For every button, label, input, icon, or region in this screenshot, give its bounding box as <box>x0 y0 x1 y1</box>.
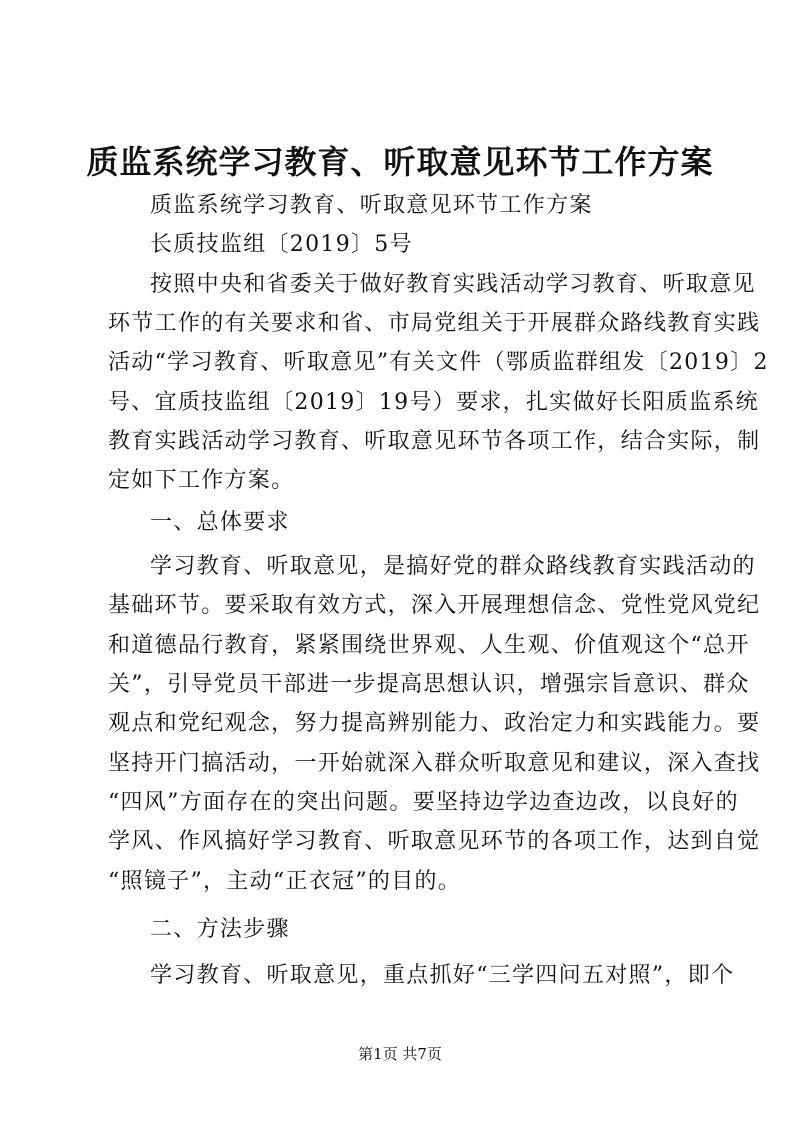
paragraph-line: 关”，引导党员干部进一步提高思想认识，增强宗旨意识、群众 <box>108 672 750 697</box>
subtitle-line: 质监系统学习教育、听取意见环节工作方案 <box>150 193 593 218</box>
paragraph-line: 观点和党纪观念，努力提高辨别能力、政治定力和实践能力。要 <box>108 711 761 736</box>
paragraph-line: 学习教育、听取意见，是搞好党的群众路线教育实践活动的 <box>150 554 756 579</box>
paragraph-line: 坚持开门搞活动，一开始就深入群众听取意见和建议，深入查找 <box>108 751 761 776</box>
page-footer: 第1页 共7页 <box>358 1045 442 1063</box>
paragraph-line: 活动“学习教育、听取意见”有关文件（鄂质监群组发〔2019〕2 <box>108 350 769 375</box>
document-number-line: 长质技监组〔2019〕5号 <box>150 232 413 257</box>
paragraph-line: 教育实践活动学习教育、听取意见环节各项工作，结合实际，制 <box>108 429 761 454</box>
paragraph-line: 号、宜质技监组〔2019〕19号）要求，扎实做好长阳质监系统 <box>108 390 759 415</box>
section-heading: 一、总体要求 <box>150 510 290 535</box>
paragraph-line: 基础环节。要采取有效方式，深入开展理想信念、党性党风党纪 <box>108 593 761 618</box>
paragraph-line: 环节工作的有关要求和省、市局党组关于开展群众路线教育实践 <box>108 311 761 336</box>
document-title: 质监系统学习教育、听取意见环节工作方案 <box>86 143 714 181</box>
paragraph-line: 学习教育、听取意见，重点抓好“三学四问五对照”，即个 <box>150 963 735 988</box>
paragraph-line: “四风”方面存在的突出问题。要坚持边学边查边改，以良好的 <box>108 790 739 815</box>
section-heading: 二、方法步骤 <box>150 917 290 942</box>
paragraph-line: 定如下工作方案。 <box>108 468 295 493</box>
paragraph-line: 按照中央和省委关于做好教育实践活动学习教育、听取意见 <box>150 272 756 297</box>
paragraph-line: “照镜子”，主动“正衣冠”的目的。 <box>108 869 462 894</box>
paragraph-line: 和道德品行教育，紧紧围绕世界观、人生观、价值观这个“总开 <box>108 633 750 658</box>
paragraph-line: 学风、作风搞好学习教育、听取意见环节的各项工作，达到自觉 <box>108 829 761 854</box>
